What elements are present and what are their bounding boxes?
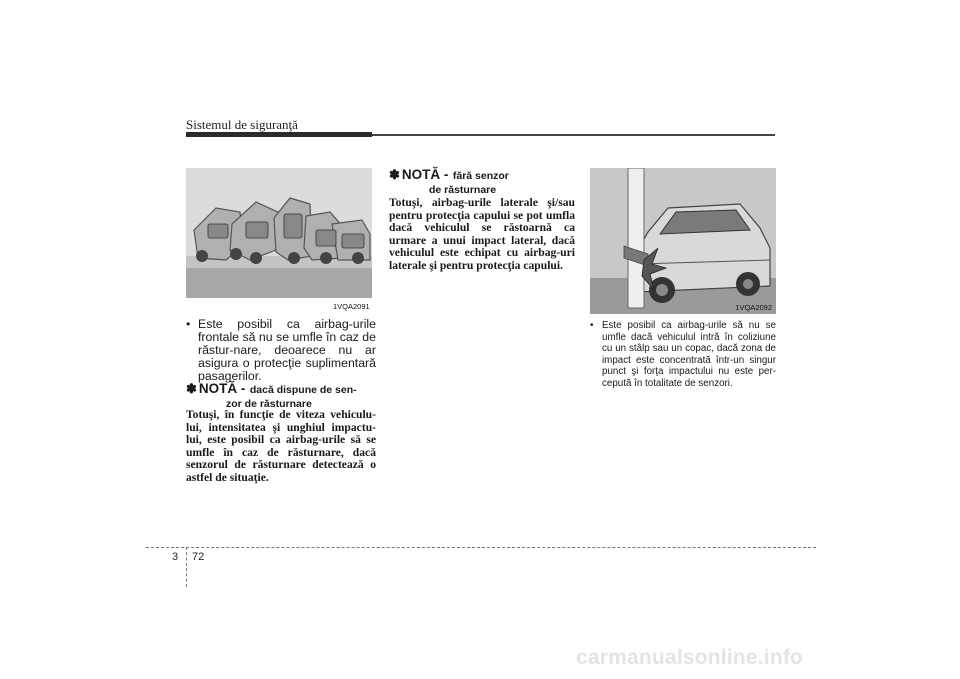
- note-subtitle-line1: dacă dispune de sen-: [249, 384, 357, 396]
- note-heading-no-sensor: [389, 166, 579, 196]
- pole-car-drawing: [590, 168, 776, 314]
- note-star-icon: ✽: [186, 381, 197, 396]
- watermark-text: carmanualsonline.info: [576, 646, 804, 669]
- rollover-illustration: [186, 168, 372, 298]
- footer-dashed-rule: [146, 547, 816, 548]
- bullet-dot: •: [186, 317, 191, 331]
- footer-page-number: 72: [192, 551, 205, 563]
- note-label: NOTĂ -: [401, 167, 449, 182]
- header-rule-thin: [372, 134, 775, 136]
- figure-code-right: 1VQA2092: [735, 303, 772, 312]
- footer-chapter-number: 3: [172, 551, 179, 563]
- note-subtitle-line2: de răsturnare: [429, 184, 497, 196]
- bullet-text: Este posibil ca airbag-urile frontale să nu se umfle în caz de răstur-nare, deoarece nu ar asigura o protecţie suplimentară pasagerilor.: [198, 317, 376, 383]
- note-subtitle-line2: zor de răsturnare: [226, 398, 312, 410]
- page-header-title: Sistemul de siguranţă: [186, 117, 298, 132]
- bullet-frontal-airbags: [186, 318, 376, 383]
- bullet-text: Este posibil ca airbag-urile să nu se umfle dacă vehiculul intră în coliziune cu un stâlp sau un copac, dacă zona de impact este concentrată într-un singur punct şi forţa impactului nu este per-cepută în totalitate de senzori.: [602, 320, 776, 389]
- note-label: NOTĂ -: [198, 381, 246, 396]
- bullet-dot: •: [590, 320, 594, 331]
- note-body-no-sensor: Totuşi, airbag-urile laterale şi/sau pentru protecţia capului se pot umfla dacă vehiculul se răstoarnă ca urmare a unui impact lateral, dacă vehiculul este echipat cu airbag-uri laterale şi pentru protecţia capului.: [389, 196, 575, 272]
- note-heading-rollover-sensor: [186, 380, 376, 410]
- rollover-car-drawing: [186, 168, 372, 298]
- pole-impact-illustration: [590, 168, 776, 314]
- note-body-rollover-sensor: Totuşi, în funcţie de viteza vehiculu-lui, intensitatea şi unghiul impactu-lui, este posibil ca airbag-urile să se umfle în caz de răsturnare, dacă senzorul de răsturnare detectează o astfel de situaţie.: [186, 408, 376, 484]
- header-rule-thick: [186, 132, 372, 137]
- bullet-pole-collision: [590, 320, 776, 389]
- note-star-icon: ✽: [389, 167, 400, 182]
- figure-code-left: 1VQA2091: [333, 302, 370, 311]
- footer-dashed-divider: [186, 547, 187, 587]
- note-subtitle-line1: fără senzor: [452, 170, 509, 182]
